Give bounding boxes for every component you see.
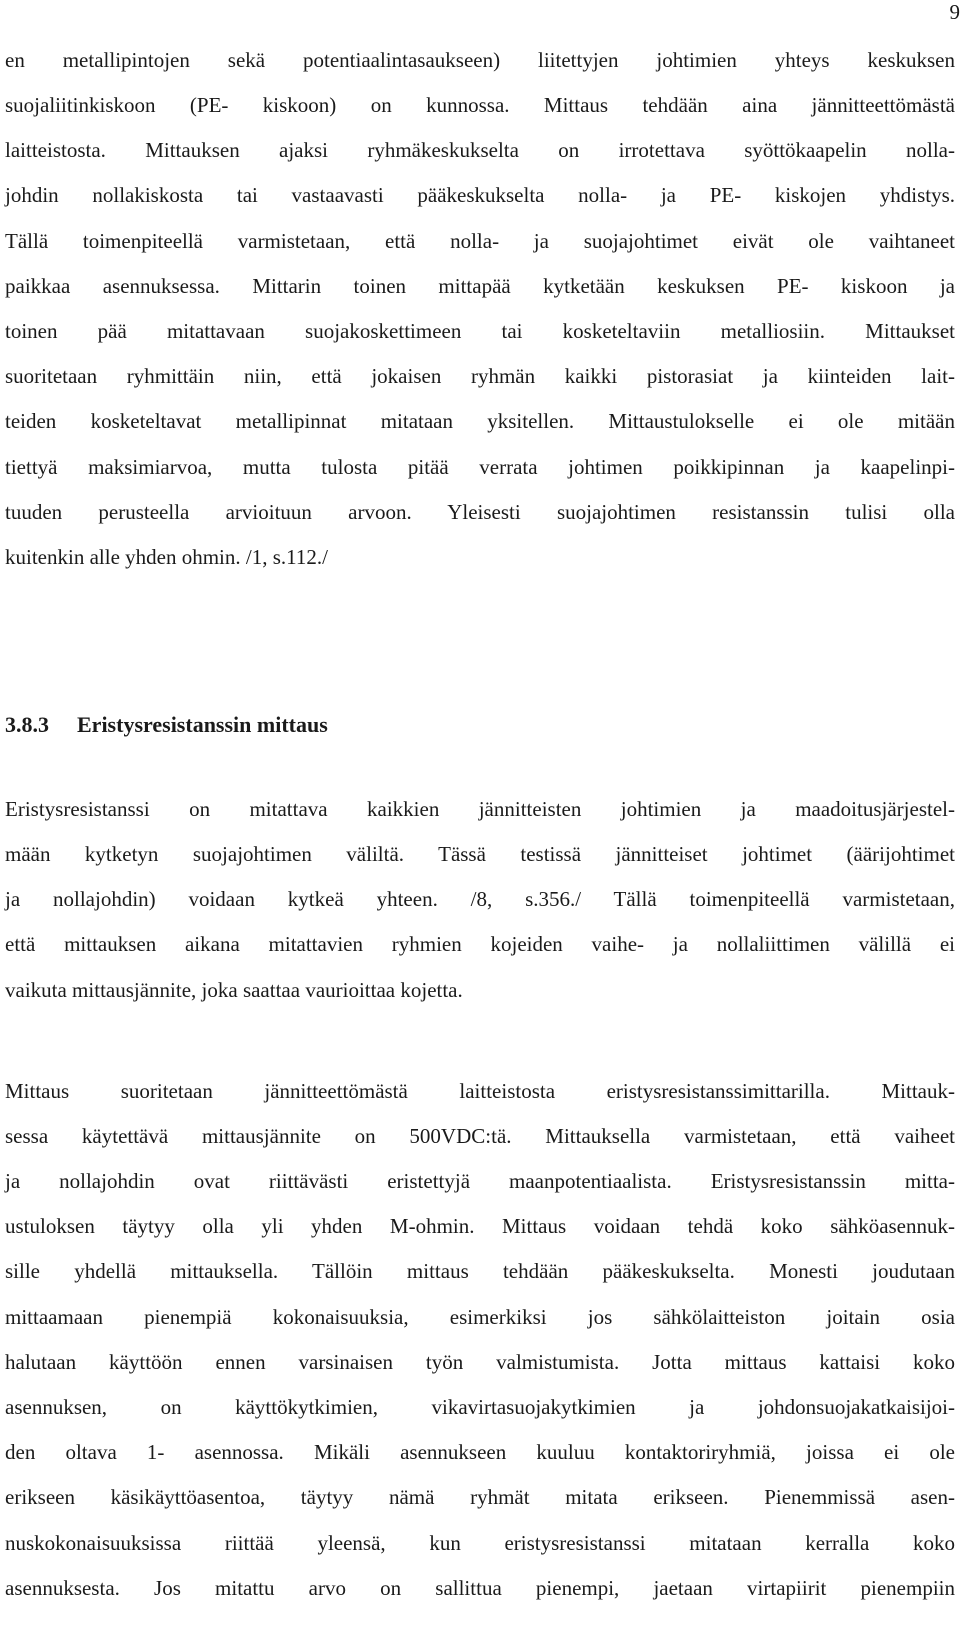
text-line: mittaamaan pienempiä kokonaisuuksia, esimerkiksi jos sähkölaitteiston joitain osia xyxy=(5,1305,955,1329)
text-line: Mittaus suoritetaan jännitteettömästä laitteistosta eristysresistanssimittarilla. Mittauk- xyxy=(5,1079,955,1103)
text-line: Eristysresistanssi on mitattava kaikkien jännitteisten johtimien ja maadoitusjärjestel- xyxy=(5,797,955,821)
text-line: suojaliitinkiskoon (PE- kiskoon) on kunnossa. Mittaus tehdään aina jännitteettömästä xyxy=(5,93,955,117)
text-line: että mittauksen aikana mitattavien ryhmien kojeiden vaihe- ja nollaliittimen välillä ei xyxy=(5,932,955,956)
text-line: paikkaa asennuksessa. Mittarin toinen mittapää kytketään keskuksen PE- kiskoon ja xyxy=(5,274,955,298)
text-line: asennuksen, on käyttökytkimien, vikavirtasuojakytkimien ja johdonsuojakatkaisijoi- xyxy=(5,1395,955,1419)
text-line: halutaan käyttöön ennen varsinaisen työn valmistumista. Jotta mittaus kattaisi koko xyxy=(5,1350,955,1374)
text-line: den oltava 1- asennossa. Mikäli asennukseen kuuluu kontaktoriryhmiä, joissa ei ole xyxy=(5,1440,955,1464)
text-line: vaikuta mittausjännite, joka saattaa vaurioittaa kojetta. xyxy=(5,978,463,1002)
text-line: tiettyä maksimiarvoa, mutta tulosta pitää verrata johtimen poikkipinnan ja kaapelinpi- xyxy=(5,455,955,479)
text-line: mään kytketyn suojajohtimen väliltä. Tässä testissä jännitteiset johtimet (äärijohtimet xyxy=(5,842,955,866)
text-line: kuitenkin alle yhden ohmin. /1, s.112./ xyxy=(5,545,328,569)
section-heading xyxy=(5,712,328,738)
text-line: ustuloksen täytyy olla yli yhden M-ohmin. Mittaus voidaan tehdä koko sähköasennuk- xyxy=(5,1214,955,1238)
text-line: tuuden perusteella arvioituun arvoon. Yleisesti suojajohtimen resistanssin tulisi olla xyxy=(5,500,955,524)
text-line: johdin nollakiskosta tai vastaavasti pääkeskukselta nolla- ja PE- kiskojen yhdistys. xyxy=(5,183,955,207)
text-line: ja nollajohdin ovat riittävästi eristettyjä maanpotentiaalista. Eristysresistanssin mitta- xyxy=(5,1169,955,1193)
text-line: erikseen käsikäyttöasentoa, täytyy nämä ryhmät mitata erikseen. Pienemmissä asen- xyxy=(5,1485,955,1509)
section-title: Eristysresistanssin mittaus xyxy=(77,712,328,737)
text-line: Tällä toimenpiteellä varmistetaan, että nolla- ja suojajohtimet eivät ole vaihtaneet xyxy=(5,229,955,253)
text-line: toinen pää mitattavaan suojakoskettimeen tai kosketeltaviin metalliosiin. Mittaukset xyxy=(5,319,955,343)
text-line: suoritetaan ryhmittäin niin, että jokaisen ryhmän kaikki pistorasiat ja kiinteiden lait- xyxy=(5,364,955,388)
text-line: sille yhdellä mittauksella. Tällöin mittaus tehdään pääkeskukselta. Monesti joudutaan xyxy=(5,1259,955,1283)
text-line: laitteistosta. Mittauksen ajaksi ryhmäkeskukselta on irrotettava syöttökaapelin nolla- xyxy=(5,138,955,162)
text-line: ja nollajohdin) voidaan kytkeä yhteen. /8, s.356./ Tällä toimenpiteellä varmistetaan, xyxy=(5,887,955,911)
text-line: en metallipintojen sekä potentiaalintasaukseen) liitettyjen johtimien yhteys keskuksen xyxy=(5,48,955,72)
text-line: asennuksesta. Jos mitattu arvo on sallittua pienempi, jaetaan virtapiirit pienempiin xyxy=(5,1576,955,1600)
page-number: 9 xyxy=(949,0,960,24)
text-line: nuskokonaisuuksissa riittää yleensä, kun eristysresistanssi mitataan kerralla koko xyxy=(5,1531,955,1555)
text-line: teiden kosketeltavat metallipinnat mitataan yksitellen. Mittaustulokselle ei ole mitään xyxy=(5,409,955,433)
text-line: sessa käytettävä mittausjännite on 500VDC:tä. Mittauksella varmistetaan, että vaiheet xyxy=(5,1124,955,1148)
section-number: 3.8.3 xyxy=(5,712,49,737)
